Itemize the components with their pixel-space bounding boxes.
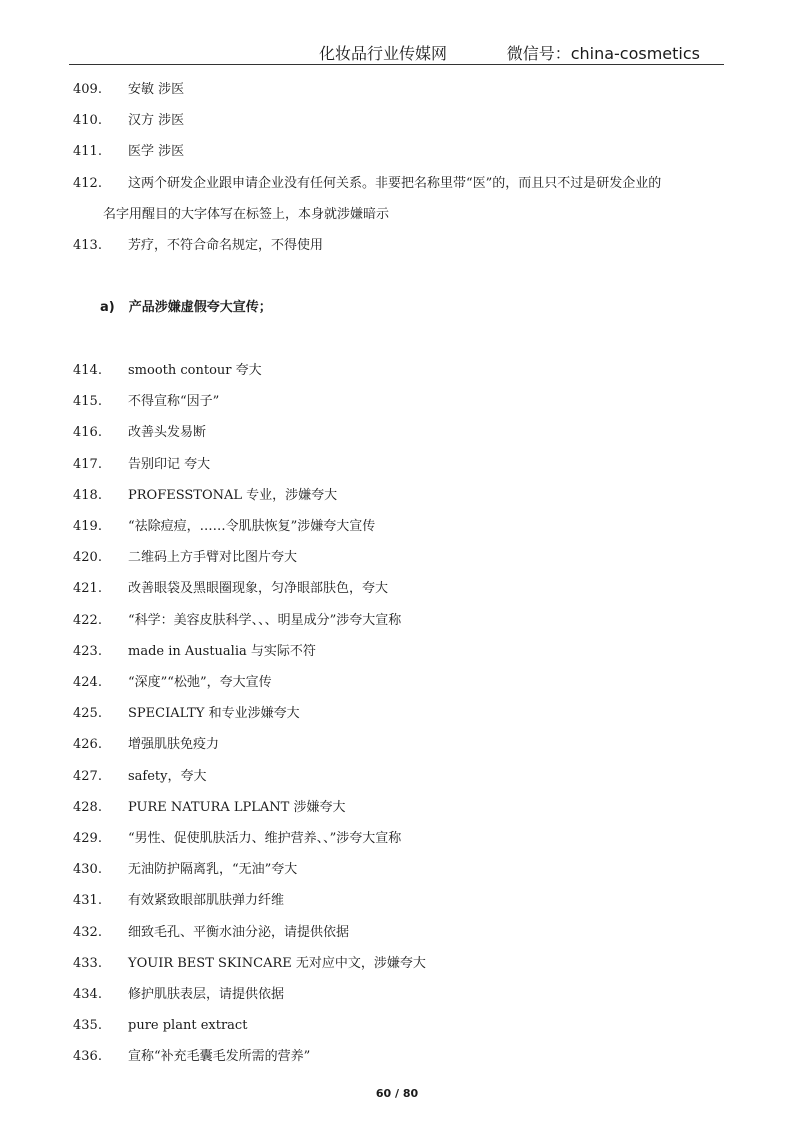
item-number: 423. (73, 643, 102, 659)
item-text: 二维码上方手臂对比图片夸大 (128, 550, 298, 566)
section-title: 产品涉嫌虚假夸大宣传； (128, 300, 272, 315)
item-text: PURE NATURA LPLANT 涉嫌夸大 (128, 799, 346, 815)
item-text-continuation: 名字用醒目的大字体写在标签上，本身就涉嫌暗示 (103, 206, 390, 222)
item-text: 细致毛孔、平衡水油分泌，请提供依据 (128, 924, 350, 940)
item-number: 431. (73, 893, 102, 909)
item-text: “男性、促使肌肤活力、维护营养、、”涉夸大宣称 (128, 831, 402, 846)
item-text: 汉方 涉医 (128, 113, 185, 129)
item-text: 告别印记 夸大 (128, 456, 211, 472)
item-number: 420. (73, 550, 102, 566)
item-number: 415. (73, 394, 102, 410)
item-text: 有效紧致眼部肌肤弹力纤维 (128, 893, 285, 909)
item-number: 410. (73, 113, 102, 129)
item-number: 430. (73, 862, 102, 878)
item-text: 增强肌肤免疫力 (128, 737, 220, 753)
item-number: 432. (73, 924, 102, 940)
item-number: 424. (73, 675, 102, 690)
item-text: pure plant extract (128, 1018, 248, 1034)
wechat-id: 微信号：china-cosmetics (506, 44, 700, 63)
section-heading (100, 296, 272, 315)
item-number: 422. (73, 612, 102, 628)
item-number: 426. (73, 737, 102, 753)
item-text: PROFESSTONAL 专业，涉嫌夸大 (128, 487, 338, 503)
item-text: 改善头发易断 (128, 425, 207, 441)
page-number: 60 / 80 (375, 1087, 419, 1100)
item-number: 428. (73, 799, 102, 815)
item-text: 这两个研发企业跟申请企业没有任何关系。非要把名称里带“医”的，而且只不过是研发企业的 (128, 175, 662, 191)
item-number: 436. (73, 1049, 102, 1065)
item-text: 安敏 涉医 (128, 82, 185, 97)
item-number: 417. (73, 456, 102, 472)
item-text: safety，夸大 (128, 768, 207, 784)
page-header (69, 38, 724, 65)
item-number: 425. (73, 706, 102, 722)
item-number: 416. (73, 425, 102, 441)
item-number: 427. (73, 768, 102, 784)
item-number: 433. (73, 955, 102, 971)
item-text: YOUIR BEST SKINCARE 无对应中文，涉嫌夸大 (128, 955, 426, 971)
item-number: 413. (73, 238, 102, 253)
item-text: 芳疗，不符合命名规定，不得使用 (128, 238, 324, 253)
item-text: 修护肌肤表层，请提供依据 (128, 987, 285, 1002)
item-number: 409. (73, 82, 102, 97)
site-name: 化妆品行业传媒网 (319, 44, 448, 63)
item-text: made in Austualia 与实际不符 (128, 643, 316, 659)
item-number: 421. (73, 581, 102, 597)
item-number: 419. (73, 519, 102, 534)
item-text: “祛除痘痘，……令肌肤恢复”涉嫌夸大宣传 (128, 519, 376, 534)
item-text: 不得宣称“因子” (128, 394, 220, 410)
item-number: 418. (73, 487, 102, 503)
item-number: 429. (73, 831, 102, 846)
item-number: 414. (73, 363, 102, 378)
item-number: 411. (73, 144, 102, 160)
item-text: “科学：美容皮肤科学、、、明星成分”涉夸大宣称 (128, 612, 402, 628)
item-number: 434. (73, 987, 102, 1002)
item-text: “深度”“松弛”，夸大宣传 (128, 675, 272, 690)
item-text: 医学 涉医 (128, 144, 185, 160)
section-label: a) (100, 300, 115, 315)
item-number: 435. (73, 1018, 102, 1034)
item-text: 宣称“补充毛囊毛发所需的营养” (128, 1049, 311, 1065)
item-text: 改善眼袋及黑眼圈现象，匀净眼部肤色，夸大 (128, 581, 389, 597)
item-text: smooth contour 夸大 (128, 363, 262, 378)
item-text: SPECIALTY 和专业涉嫌夸大 (128, 706, 300, 722)
item-number: 412. (73, 175, 102, 191)
item-text: 无油防护隔离乳，“无油”夸大 (128, 862, 298, 878)
